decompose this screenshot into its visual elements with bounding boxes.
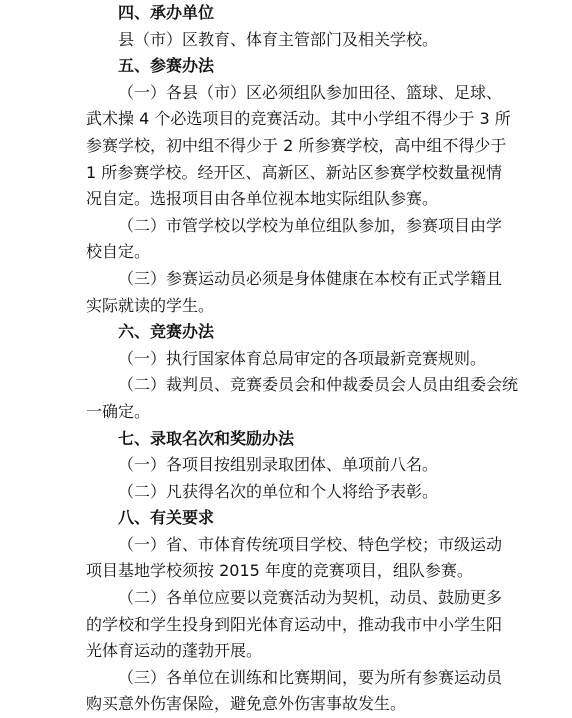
- paragraph-line: 实际就读的学生。: [86, 295, 215, 315]
- paragraph-line: 1 所参赛学校。经开区、高新区、新站区参赛学校数量视情: [86, 162, 502, 182]
- paragraph-line: （三）参赛运动员必须是身体健康在本校有正式学籍且: [118, 268, 503, 288]
- section-heading: 五、参赛办法: [118, 56, 215, 76]
- paragraph-line: 光体育运动的蓬勃开展。: [86, 641, 263, 661]
- section-heading: 六、竞赛办法: [118, 322, 215, 342]
- paragraph-line: 项目基地学校须按 2015 年度的竞赛项目，组队参赛。: [86, 561, 473, 581]
- paragraph-line: （一）执行国家体育总局审定的各项最新竞赛规则。: [118, 348, 487, 368]
- paragraph-line: 的学校和学生投身到阳光体育运动中，推动我市中小学生阳: [86, 614, 503, 634]
- section-heading: 七、录取名次和奖励办法: [118, 428, 295, 448]
- section-heading: 四、承办单位: [118, 3, 215, 22]
- paragraph-line: （三）各单位在训练和比赛期间，要为所有参赛运动员: [118, 667, 503, 687]
- document-body: [86, 0, 519, 718]
- paragraph-line: （二）市管学校以学校为单位组队参加，参赛项目由学: [118, 215, 503, 235]
- paragraph-line: 一确定。: [86, 401, 151, 421]
- paragraph-line: （二）裁判员、竞赛委员会和仲裁委员会人员由组委会统: [118, 375, 519, 395]
- paragraph-line: 参赛学校，初中组不得少于 2 所参赛学校，高中组不得少于: [86, 135, 507, 155]
- paragraph-line: 购买意外伤害保险，避免意外伤害事故发生。: [86, 694, 407, 714]
- paragraph-line: 武术操 4 个必选项目的竞赛活动。其中小学组不得少于 3 所: [86, 109, 511, 129]
- paragraph-line: （二）凡获得名次的单位和个人将给予表彰。: [118, 481, 439, 501]
- paragraph-line: （二）各单位应要以竞赛活动为契机，动员、鼓励更多: [118, 588, 503, 608]
- paragraph-line: （一）各县（市）区必须组队参加田径、篮球、足球、: [118, 82, 503, 102]
- section-heading: 八、有关要求: [118, 508, 215, 528]
- paragraph-line: 县（市）区教育、体育主管部门及相关学校。: [118, 29, 439, 49]
- paragraph-line: （一）各项目按组别录取团体、单项前八名。: [118, 455, 439, 475]
- paragraph-line: 况自定。选报项目由各单位视本地实际组队参赛。: [86, 189, 439, 209]
- paragraph-line: （一）省、市体育传统项目学校、特色学校；市级运动: [118, 534, 503, 554]
- paragraph-line: 校自定。: [86, 242, 151, 262]
